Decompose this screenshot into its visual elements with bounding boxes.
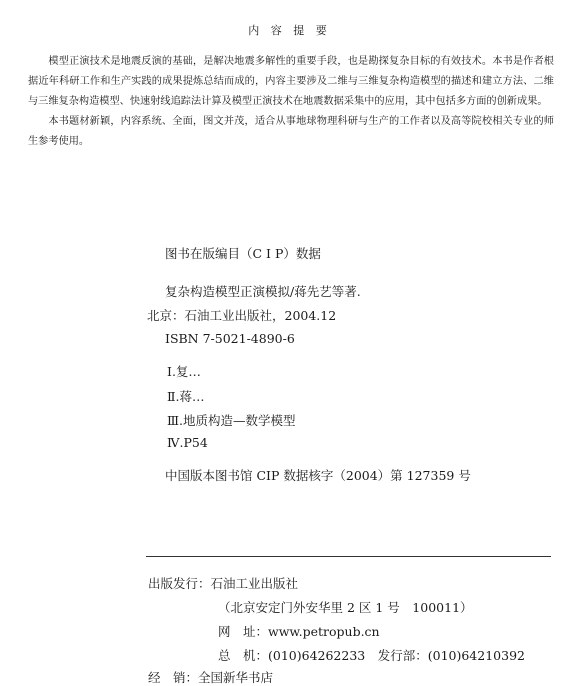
cip-subject-4: Ⅳ.P54 [167, 435, 208, 450]
abstract-heading: 内 容 提 要 [248, 24, 331, 37]
pub-phone-line: 总 机：(010)64262233 发行部：(010)64210392 [218, 648, 525, 663]
cip-isbn: ISBN 7-5021-4890-6 [165, 331, 295, 346]
abstract-paragraph-2: 本书题材新颖，内容系统、全面，图文并茂，适合从事地球物理科研与生产的工作者以及高等院校相关专业的师生参考使用。 [28, 116, 554, 147]
pub-address-line: （北京安定门外安华里 2 区 1 号 100011） [218, 600, 473, 615]
cip-heading: 图书在版编目（C I P）数据 [165, 246, 321, 261]
pub-publisher-line: 出版发行：石油工业出版社 [148, 576, 299, 591]
cip-record-number: 中国版本图书馆 CIP 数据核字（2004）第 127359 号 [165, 468, 471, 483]
abstract-paragraph-1: 模型正演技术是地震反演的基础，是解决地震多解性的重要手段，也是勘探复杂目标的有效技术。本书是作者根据近年科研工作和生产实践的成果提炼总结而成的，内容主要涉及二维与三维复杂构造模型的描述和建立方法、二维与三维复杂构造模型、快速射线追踪法计算及模型正演技术在地震数据采集中的应用，其中包括多方面的创新成果。 [28, 56, 554, 107]
abstract-body [28, 52, 554, 152]
cip-publisher-line: 北京：石油工业出版社，2004.12 [147, 308, 337, 323]
cip-subject-1: Ⅰ.复… [167, 364, 201, 379]
cip-subject-3: Ⅲ.地质构造—数学模型 [167, 413, 296, 428]
cip-subject-2: Ⅱ.蒋… [167, 389, 205, 404]
section-divider [146, 556, 551, 557]
cip-title-line: 复杂构造模型正演模拟/蒋先艺等著. [165, 284, 361, 299]
pub-website-line: 网 址：www.petropub.cn [218, 624, 380, 639]
pub-distributor-line: 经 销：全国新华书店 [148, 670, 274, 685]
